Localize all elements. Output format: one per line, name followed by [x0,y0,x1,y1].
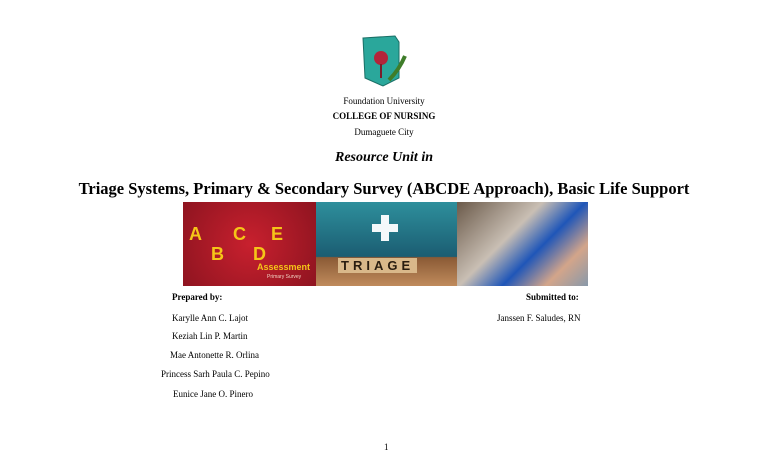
subtitle: Resource Unit in [334,150,433,165]
letter-a: A [189,224,202,244]
letter-b: B [211,244,224,264]
letter-e: E [271,224,284,244]
preparer-name: Keziah Lin P. Martin [172,331,248,341]
university-name: Foundation University [343,96,425,106]
page-number: 1 [384,442,389,452]
preparer-name: Mae Antonette R. Orlina [170,350,259,360]
preparer-name: Eunice Jane O. Pinero [173,389,253,399]
prepared-by-label: Prepared by: [172,292,223,302]
city: Dumaguete City [354,127,414,137]
assessment-caption: Assessment [257,262,311,272]
primary-survey-caption: Primary Survey [267,274,302,280]
triage-image [316,202,457,286]
preparer-name: Karylle Ann C. Lajot [172,313,248,323]
submitted-to-label: Submitted to: [526,292,579,302]
letter-d: D [253,244,266,264]
document-title: Triage Systems, Primary & Secondary Survey (ABCDE Approach), Basic Life Support [78,179,690,198]
university-logo [359,34,407,88]
cross-icon-vertical [381,215,389,241]
cpr-image [457,202,588,286]
cover-images [183,202,588,286]
preparer-name: Princess Sarh Paula C. Pepino [161,369,270,379]
submitted-to-name: Janssen F. Saludes, RN [497,313,581,323]
letter-c: C [233,224,246,244]
college-name: COLLEGE OF NURSING [332,111,436,121]
abcde-image [183,202,316,286]
triage-blocks: TRIAGE [338,258,417,273]
